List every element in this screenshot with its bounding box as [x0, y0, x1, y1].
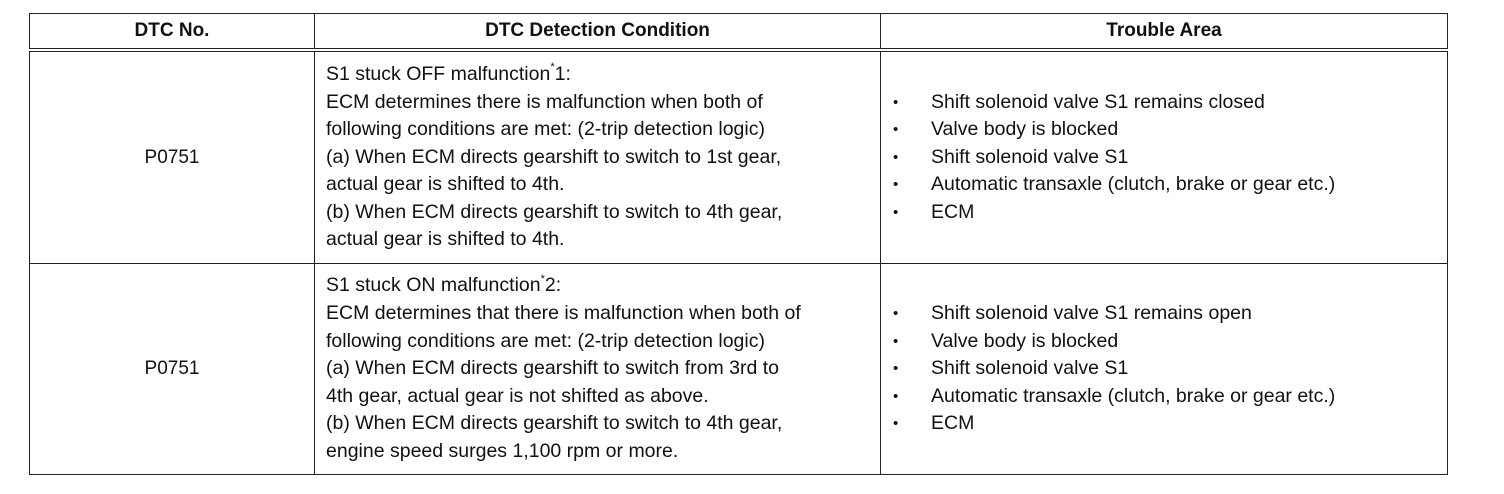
list-item [881, 116, 1447, 144]
header-trouble-area: Trouble Area [881, 14, 1448, 51]
condition-title [326, 272, 872, 300]
condition-line: (a) When ECM directs gearshift to switch to 1st gear, [326, 145, 782, 168]
bullet-icon: • [893, 305, 899, 323]
condition-title-text: S1 stuck OFF malfunction [326, 62, 551, 85]
bullet-icon: • [893, 203, 899, 221]
trouble-area-list [881, 300, 1447, 438]
dtc-table [29, 13, 1448, 475]
condition-line: 4th gear, actual gear is not shifted as above. [326, 384, 709, 407]
bullet-icon: • [893, 360, 899, 378]
bullet-icon: • [893, 387, 899, 405]
detection-condition-cell [315, 50, 881, 264]
bullet-icon: • [893, 415, 899, 433]
trouble-area-text: Automatic transaxle (clutch, brake or gear etc.) [931, 384, 1336, 407]
trouble-area-text: Shift solenoid valve S1 remains open [931, 302, 1252, 325]
trouble-area-cell [881, 264, 1448, 475]
dtc-code-cell: P0751 [30, 50, 315, 264]
condition-line: ECM determines that there is malfunction when both of [326, 302, 801, 325]
condition-title-text: S1 stuck ON malfunction [326, 274, 541, 297]
footnote-marker: * [540, 272, 545, 285]
condition-line: following conditions are met: (2-trip detection logic) [326, 329, 765, 352]
list-item [881, 300, 1447, 328]
table-row [30, 264, 1448, 475]
list-item [881, 89, 1447, 117]
condition-line: actual gear is shifted to 4th. [326, 173, 565, 196]
list-item [881, 328, 1447, 356]
trouble-area-text: Automatic transaxle (clutch, brake or gear etc.) [931, 173, 1336, 196]
list-item [881, 144, 1447, 172]
trouble-area-text: Shift solenoid valve S1 remains closed [931, 90, 1265, 113]
trouble-area-list [881, 89, 1447, 227]
bullet-icon: • [893, 121, 899, 139]
list-item [881, 355, 1447, 383]
condition-line: (b) When ECM directs gearshift to switch to 4th gear, [326, 200, 783, 223]
detection-condition-cell [315, 264, 881, 475]
condition-title-suffix: 2: [544, 274, 562, 297]
trouble-area-cell [881, 50, 1448, 264]
trouble-area-text: Shift solenoid valve S1 [931, 145, 1129, 168]
trouble-area-text: Valve body is blocked [931, 329, 1119, 352]
trouble-area-text: ECM [931, 200, 975, 223]
condition-title [326, 61, 872, 89]
list-item [881, 410, 1447, 438]
header-row [30, 14, 1448, 51]
condition-line: (b) When ECM directs gearshift to switch to 4th gear, [326, 412, 783, 435]
bullet-icon: • [893, 93, 899, 111]
condition-line: (a) When ECM directs gearshift to switch from 3rd to [326, 357, 779, 380]
trouble-area-text: ECM [931, 412, 975, 435]
table-row [30, 50, 1448, 264]
trouble-area-text: Shift solenoid valve S1 [931, 357, 1129, 380]
trouble-area-text: Valve body is blocked [931, 118, 1119, 141]
list-item [881, 199, 1447, 227]
bullet-icon: • [893, 176, 899, 194]
footnote-marker: * [550, 61, 555, 74]
condition-line: following conditions are met: (2-trip detection logic) [326, 118, 765, 141]
list-item [881, 171, 1447, 199]
bullet-icon: • [893, 148, 899, 166]
condition-line: actual gear is shifted to 4th. [326, 228, 565, 251]
bullet-icon: • [893, 332, 899, 350]
condition-title-suffix: 1: [554, 62, 571, 85]
condition-line: engine speed surges 1,100 rpm or more. [326, 439, 679, 462]
header-detection-condition: DTC Detection Condition [315, 14, 881, 51]
condition-line: ECM determines there is malfunction when both of [326, 90, 763, 113]
list-item [881, 383, 1447, 411]
dtc-code-cell: P0751 [30, 264, 315, 475]
header-dtc-no: DTC No. [30, 14, 315, 51]
